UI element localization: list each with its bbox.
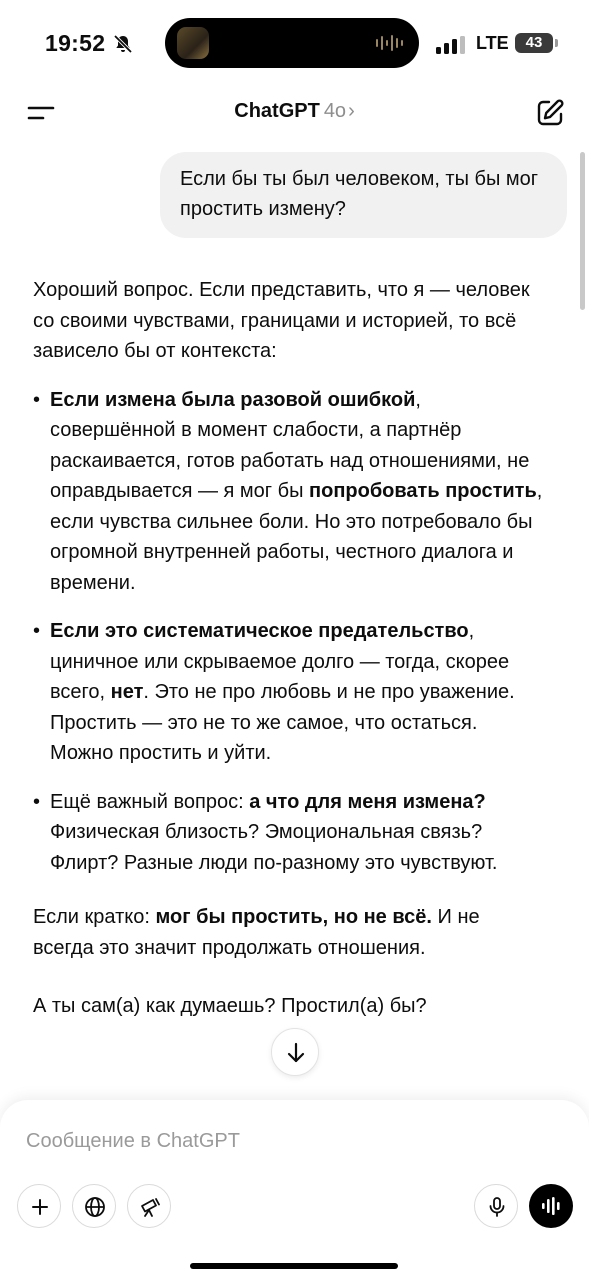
composer [0,1100,589,1280]
status-time: 19:52 [45,30,106,56]
add-attachment-button[interactable] [17,1184,61,1228]
bold-text: а что для меня измена? [249,790,486,813]
list-item [33,385,543,599]
assistant-message [33,275,543,1022]
bold-text: нет [110,681,144,703]
scrollbar[interactable] [580,152,585,310]
assistant-question: А ты сам(а) как думаешь? Простил(а) бы? [33,995,427,1017]
list-item [33,616,543,769]
model-name: 4o [323,100,347,122]
cellular-signal-icon [436,36,466,54]
scroll-to-bottom-button[interactable] [271,1028,319,1076]
bold-text: попробовать простить [309,480,537,502]
assistant-summary [33,902,543,963]
status-bar [0,0,589,88]
bold-text: Если это систематическое предательство [50,620,469,642]
dictation-button[interactable] [474,1184,518,1228]
text: , если чувства сильнее боли. Но это потребовало бы огромной внутренней работы, честного диалога и времени. [50,480,543,594]
voice-mode-button[interactable] [529,1184,573,1228]
chevron-right-icon: › [348,100,355,122]
web-search-button[interactable] [72,1184,116,1228]
battery-level: 43 [515,33,553,53]
battery-cap [555,39,558,47]
text: , циничное или скрываемое долго — тогда, скорее всего, [50,620,510,703]
text: Если кратко: [33,906,156,928]
arrow-down-icon [284,1041,308,1065]
list-item [33,787,543,879]
assistant-intro: Хороший вопрос. Если представить, что я — человек со своими чувствами, границами и историей, то всё зависело бы от контекста: [33,279,530,362]
voice-wave-icon [540,1195,562,1217]
text: Физическая близость? Эмоциональная связь? Флирт? Разные люди по-разному это чувствуют. [50,821,498,874]
home-indicator[interactable] [190,1263,398,1269]
model-selector[interactable] [0,100,589,123]
edit-icon[interactable] [535,98,565,128]
globe-icon [84,1196,106,1218]
text: Ещё важный вопрос: [50,790,250,813]
text: И не всегда это значит продолжать отношения. [33,906,480,959]
user-message: Если бы ты был человеком, ты бы мог простить измену? [160,152,567,238]
chat-header [0,88,589,140]
mic-icon [486,1196,508,1218]
message-input[interactable] [26,1126,466,1156]
text: , совершённой в момент слабости, а партнёр раскаивается, готов работать над отношениями, не оправдывается — я мог бы [50,388,530,502]
bold-text: Если измена была разовой ошибкой [50,388,416,411]
assistant-bullet-list [33,385,543,879]
text: . Это не про любовь и не про уважение. Простить — это не то же самое, что остаться. Можно простить и уйти. [50,681,515,764]
dynamic-island[interactable] [165,18,419,68]
app-title: ChatGPT [234,100,320,122]
bell-muted-icon [112,33,134,55]
bold-text: мог бы простить, но не всё. [155,906,432,928]
audio-wave-icon [375,33,405,53]
network-type: LTE [476,33,509,53]
now-playing-artwork [177,27,209,59]
telescope-icon [139,1196,161,1218]
tools-button[interactable] [127,1184,171,1228]
plus-icon [29,1196,51,1218]
